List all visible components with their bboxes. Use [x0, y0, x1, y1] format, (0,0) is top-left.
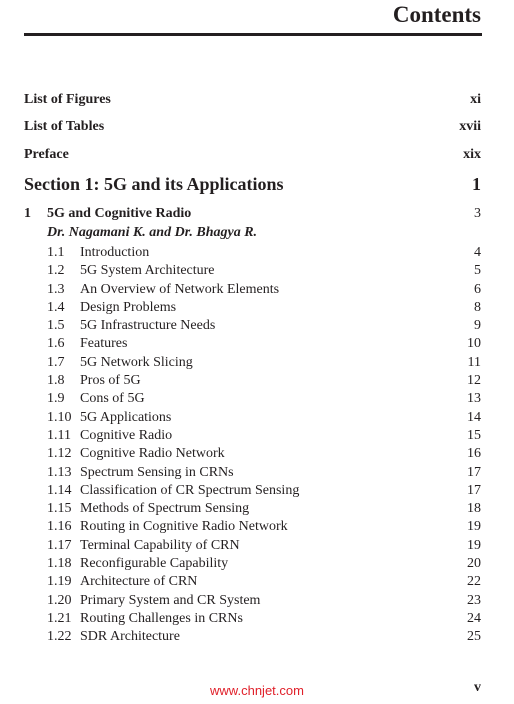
toc-entry[interactable] — [0, 500, 514, 518]
entry-title: Preface — [24, 147, 69, 162]
toc-entry[interactable] — [0, 464, 514, 482]
entry-page: 15 — [467, 427, 481, 443]
entry-page: 5 — [474, 263, 481, 279]
toc-entry[interactable] — [0, 518, 514, 536]
entry-title: 5G System Architecture — [80, 263, 215, 279]
entry-title: List of Tables — [24, 119, 105, 134]
entry-page: 16 — [467, 446, 481, 462]
entry-number: 1.11 — [47, 427, 71, 443]
chapter-page: 3 — [474, 206, 481, 221]
entry-number: 1.22 — [47, 629, 72, 645]
toc-entry[interactable] — [0, 262, 514, 280]
toc-entry[interactable] — [0, 299, 514, 317]
toc-entry[interactable] — [0, 354, 514, 372]
entry-number: 1.9 — [47, 391, 65, 407]
entry-number: 1.8 — [47, 373, 65, 389]
entry-title: Cognitive Radio — [80, 427, 173, 443]
entry-number: 1.4 — [47, 299, 65, 315]
toc-entry[interactable] — [0, 445, 514, 463]
entry-page: 10 — [467, 336, 481, 352]
entry-title: Features — [80, 336, 128, 352]
entry-title: Pros of 5G — [80, 373, 141, 389]
entry-page: xix — [463, 147, 481, 162]
entry-page: 14 — [467, 409, 481, 425]
entry-title: List of Figures — [24, 92, 111, 107]
entry-title: SDR Architecture — [80, 629, 180, 645]
chapter-authors: Dr. Nagamani K. and Dr. Bhagya R. — [47, 225, 258, 240]
entry-number: 1.6 — [47, 336, 65, 352]
entry-title: Routing in Cognitive Radio Network — [80, 519, 288, 535]
toc-entry[interactable] — [0, 628, 514, 646]
entry-number: 1.19 — [47, 574, 72, 590]
entry-page: 19 — [467, 519, 481, 535]
entry-number: 1.10 — [47, 409, 72, 425]
page-number: v — [474, 680, 481, 695]
entry-page: 20 — [467, 556, 481, 572]
entry-page: 17 — [467, 482, 481, 498]
toc-entry[interactable] — [0, 573, 514, 591]
title-rule — [24, 33, 482, 36]
entry-number: 1.13 — [47, 464, 72, 480]
entry-number: 1.15 — [47, 501, 72, 517]
entry-title: Cons of 5G — [80, 391, 145, 407]
toc-entry[interactable] — [0, 317, 514, 335]
entry-page: 8 — [474, 299, 481, 315]
toc-entry[interactable] — [0, 592, 514, 610]
entry-page: 9 — [474, 318, 481, 334]
entry-number: 1.18 — [47, 556, 72, 572]
entry-title: Cognitive Radio Network — [80, 446, 225, 462]
entry-title: Classification of CR Spectrum Sensing — [80, 482, 300, 498]
entry-number: 1.1 — [47, 245, 65, 260]
chapter-number: 1 — [24, 206, 31, 221]
toc-subsection-list — [0, 244, 514, 647]
entry-title: Terminal Capability of CRN — [80, 537, 240, 553]
toc-entry[interactable] — [0, 390, 514, 408]
entry-title: 5G Applications — [80, 409, 172, 425]
toc-entry[interactable] — [0, 244, 514, 262]
entry-page: 23 — [467, 592, 481, 608]
section-page: 1 — [472, 174, 481, 194]
toc-entry[interactable] — [0, 482, 514, 500]
entry-title: Primary System and CR System — [80, 592, 261, 608]
toc-section-heading[interactable] — [24, 174, 481, 195]
entry-page: 6 — [474, 281, 481, 297]
entry-title: 5G Infrastructure Needs — [80, 318, 216, 334]
entry-title: Methods of Spectrum Sensing — [80, 501, 250, 517]
entry-page: 19 — [467, 537, 481, 553]
toc-entry[interactable] — [0, 409, 514, 427]
entry-page: 24 — [467, 610, 481, 626]
entry-page: 22 — [467, 574, 481, 590]
entry-page: xvii — [459, 119, 481, 134]
entry-title: 5G Network Slicing — [80, 354, 193, 370]
entry-title: Architecture of CRN — [80, 574, 198, 590]
entry-page: 12 — [467, 373, 481, 389]
entry-number: 1.21 — [47, 610, 72, 626]
entry-number: 1.2 — [47, 263, 65, 279]
entry-title: Spectrum Sensing in CRNs — [80, 464, 234, 480]
entry-title: Routing Challenges in CRNs — [80, 610, 243, 626]
page-title: Contents — [392, 2, 481, 27]
entry-page: 4 — [474, 245, 481, 260]
watermark: www.chnjet.com — [210, 683, 304, 698]
chapter-title: 5G and Cognitive Radio — [47, 206, 192, 221]
toc-entry[interactable] — [0, 427, 514, 445]
entry-number: 1.20 — [47, 592, 72, 608]
entry-number: 1.12 — [47, 446, 72, 462]
toc-entry-list-of-tables[interactable] — [24, 119, 481, 135]
entry-page: 25 — [467, 629, 481, 645]
entry-page: xi — [470, 92, 481, 107]
entry-page: 13 — [467, 391, 481, 407]
toc-entry[interactable] — [0, 610, 514, 628]
toc-entry[interactable] — [0, 537, 514, 555]
entry-title: An Overview of Network Elements — [80, 281, 280, 297]
entry-number: 1.5 — [47, 318, 65, 334]
toc-entry[interactable] — [0, 372, 514, 390]
section-title: Section 1: 5G and its Applications — [24, 174, 284, 194]
entry-number: 1.17 — [47, 537, 72, 553]
entry-number: 1.7 — [47, 354, 65, 370]
entry-title: Introduction — [80, 245, 150, 260]
toc-entry[interactable] — [0, 555, 514, 573]
toc-entry-list-of-figures[interactable] — [24, 92, 481, 108]
toc-entry[interactable] — [0, 281, 514, 299]
entry-page: 11 — [467, 354, 481, 370]
entry-title: Design Problems — [80, 299, 177, 315]
entry-page: 18 — [467, 501, 481, 517]
entry-title: Reconfigurable Capability — [80, 556, 229, 572]
entry-number: 1.16 — [47, 519, 72, 535]
entry-page: 17 — [467, 464, 481, 480]
toc-entry[interactable] — [0, 335, 514, 353]
entry-number: 1.14 — [47, 482, 72, 498]
entry-number: 1.3 — [47, 281, 65, 297]
toc-entry-preface[interactable] — [24, 147, 481, 163]
